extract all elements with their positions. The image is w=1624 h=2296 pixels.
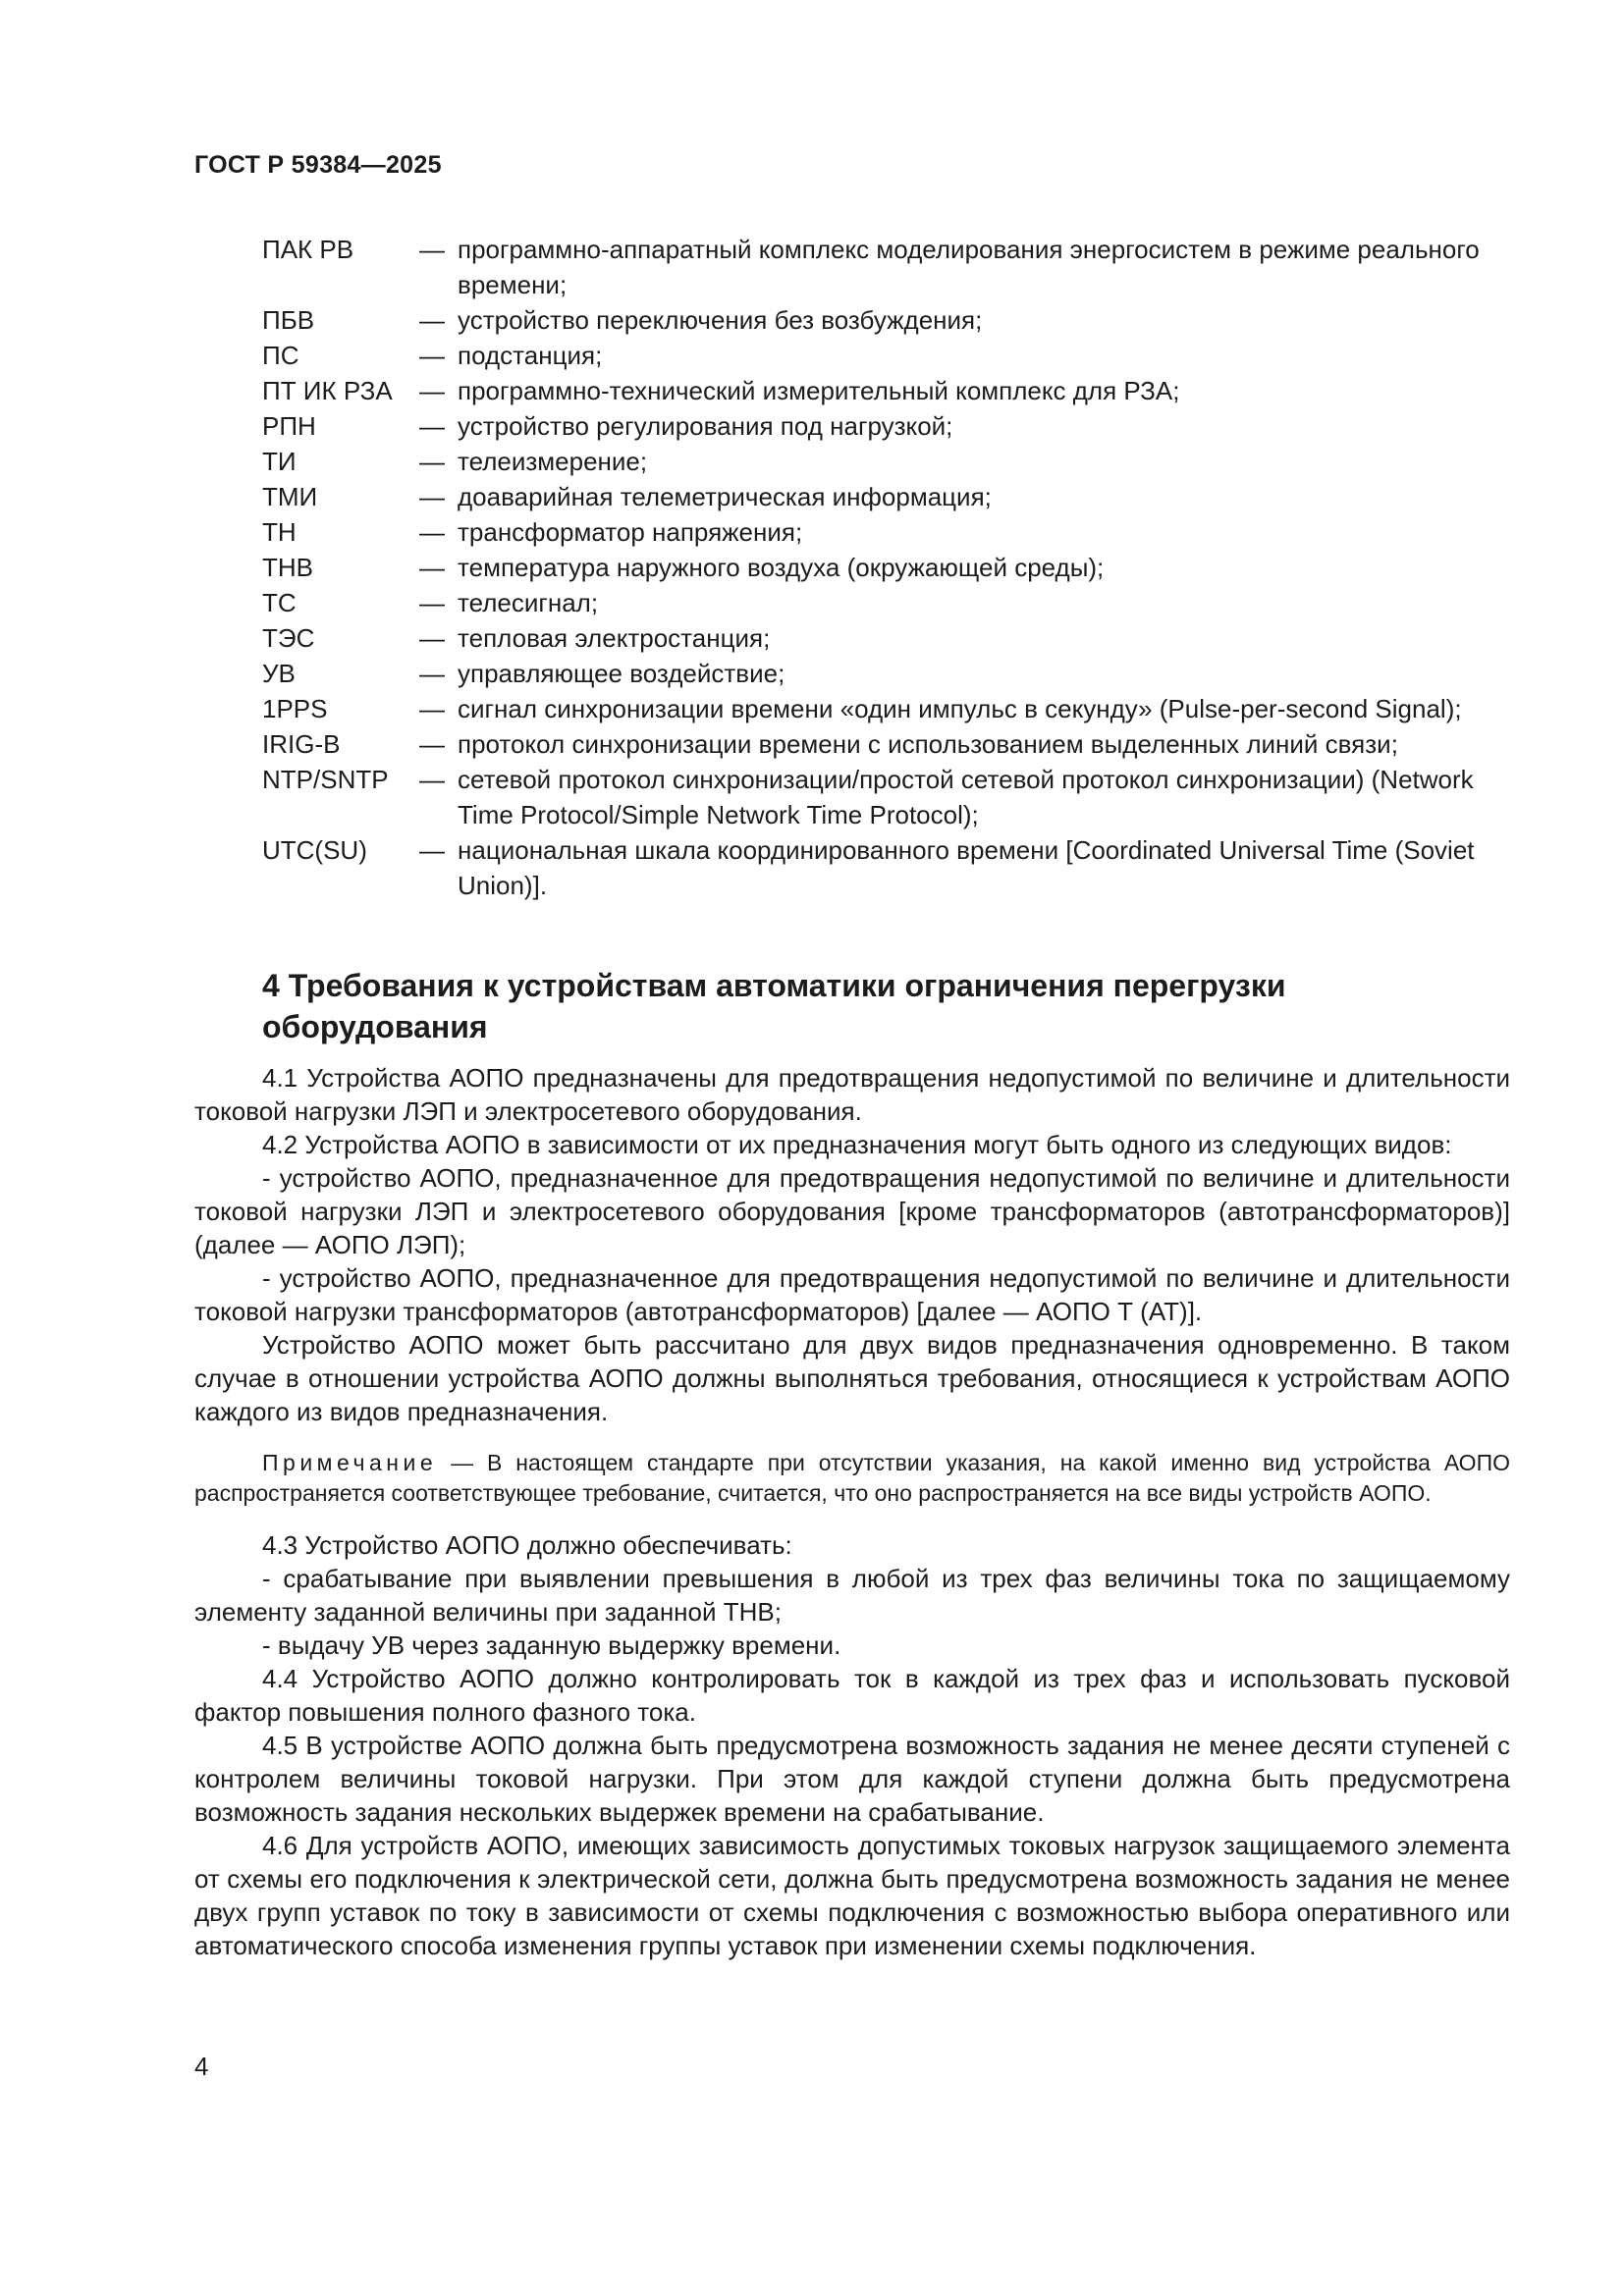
abbreviation-definition: сигнал синхронизации времени «один импульс в секунду» (Pulse-per-second Signal); — [458, 694, 1462, 723]
abbreviation-row — [262, 585, 1529, 620]
abbreviation-term: IRIG-B — [262, 729, 341, 759]
abbreviation-row — [262, 691, 1529, 726]
abbreviation-term: РПН — [262, 411, 316, 441]
abbreviation-term: 1PPS — [262, 694, 328, 723]
standard-header: ГОСТ Р 59384—2025 — [194, 151, 442, 179]
abbreviation-definition: устройство переключения без возбуждения; — [458, 305, 983, 335]
abbreviation-definition: сетевой протокол синхронизации/простой сетевой протокол синхронизации) (Network Time Protocol/Simple Network Time Protocol); — [458, 765, 1474, 829]
clause-4-4: 4.4 Устройство АОПО должно контролировать ток в каждой из трех фаз и использовать пусковой фактор повышения полного фазного тока. — [194, 1664, 1510, 1727]
abbreviation-dash: — — [419, 588, 445, 617]
clause-4-2-item-2: - устройство АОПО, предназначенное для предотвращения недопустимой по величине и длительности токовой нагрузки трансформаторов (автотрансформаторов) [далее — АОПО Т (АТ)]. — [194, 1263, 1510, 1326]
clause-4-6: 4.6 Для устройств АОПО, имеющих зависимость допустимых токовых нагрузок защищаемого элемента от схемы его подключения к электрической сети, должна быть предусмотрена возможность задания не менее двух групп уставок по току в зависимости от схемы подключения с возможностью выбора оперативного или автоматического способа изменения группы уставок при изменении схемы подключения. — [194, 1831, 1510, 1960]
abbreviation-term: ТЭС — [262, 623, 315, 653]
abbreviation-definition: программно-технический измерительный комплекс для РЗА; — [458, 376, 1180, 405]
abbreviation-term: ТН — [262, 517, 297, 547]
abbreviation-row — [262, 408, 1529, 444]
abbreviation-term: ПБВ — [262, 305, 315, 335]
clause-4-1: 4.1 Устройства АОПО предназначены для предотвращения недопустимой по величине и длительности токовой нагрузки ЛЭП и электросетевого оборудования. — [194, 1063, 1510, 1126]
page-number: 4 — [194, 2052, 209, 2081]
abbreviation-dash: — — [419, 482, 445, 511]
clause-4-3: 4.3 Устройство АОПО должно обеспечивать: — [262, 1530, 792, 1560]
abbreviation-dash: — — [419, 553, 445, 582]
abbreviation-dash: — — [419, 517, 445, 547]
clause-4-2-tail: Устройство АОПО может быть рассчитано для двух видов предназначения одновременно. В таком случае в отношении устройства АОПО должны выполняться требования, относящиеся к устройствам АОПО каждого из видов предназначения. — [194, 1330, 1510, 1426]
abbreviation-row — [262, 479, 1529, 514]
abbreviation-row — [262, 726, 1529, 762]
abbreviation-definition: протокол синхронизации времени с использованием выделенных линий связи; — [458, 729, 1398, 759]
abbreviation-term: ТНВ — [262, 553, 313, 582]
abbreviation-dash: — — [419, 694, 445, 723]
abbreviation-dash: — — [419, 835, 445, 865]
abbreviation-row — [262, 373, 1529, 408]
abbreviation-term: ПАК РВ — [262, 235, 354, 264]
abbreviation-row — [262, 232, 1529, 302]
abbreviation-row — [262, 302, 1529, 338]
abbreviation-definition: подстанция; — [458, 341, 603, 370]
clause-4-3-item-1: - срабатывание при выявлении превышения в любой из трех фаз величины тока по защищаемому элементу заданной величины при заданной ТНВ; — [194, 1564, 1510, 1627]
clause-4-2-item-1: - устройство АОПО, предназначенное для предотвращения недопустимой по величине и длительности токовой нагрузки ЛЭП и электросетевого оборудования [кроме трансформаторов (автотрансформаторов)] (далее — АОПО ЛЭП); — [194, 1163, 1510, 1259]
abbreviation-definition: национальная шкала координированного времени [Coordinated Universal Time (Soviet Union)]. — [458, 835, 1475, 900]
abbreviation-definition: программно-аппаратный комплекс моделирования энергосистем в режиме реального времени; — [458, 235, 1480, 299]
abbreviation-dash: — — [419, 623, 445, 653]
abbreviation-dash: — — [419, 447, 445, 476]
abbreviation-term: ПТ ИК РЗА — [262, 376, 393, 405]
note — [194, 1448, 1510, 1509]
abbreviation-definition: телеизмерение; — [458, 447, 648, 476]
abbreviation-row — [262, 656, 1529, 691]
abbreviation-term: ПС — [262, 341, 299, 370]
abbreviation-definition: доаварийная телеметрическая информация; — [458, 482, 992, 511]
abbreviation-dash: — — [419, 659, 445, 688]
abbreviation-dash: — — [419, 376, 445, 405]
abbreviation-term: ТС — [262, 588, 297, 617]
abbreviation-definition: устройство регулирования под нагрузкой; — [458, 411, 953, 441]
abbreviation-term: УВ — [262, 659, 296, 688]
abbreviation-dash: — — [419, 235, 445, 264]
clause-4-3-item-2: - выдачу УВ через заданную выдержку времени. — [262, 1630, 841, 1660]
abbreviation-term: ТМИ — [262, 482, 318, 511]
abbreviation-row — [262, 514, 1529, 550]
abbreviation-term: ТИ — [262, 447, 297, 476]
abbreviation-row — [262, 832, 1529, 903]
note-text: — В настоящем стандарте при отсутствии указания, на какой именно вид устройства АОПО распространяется соответствующее требование, считается, что оно распространяется на все виды устройств АОПО. — [194, 1450, 1510, 1506]
abbreviation-row — [262, 550, 1529, 585]
abbreviation-term: UTC(SU) — [262, 835, 367, 865]
abbreviation-dash: — — [419, 411, 445, 441]
abbreviation-term: NTP/SNTP — [262, 765, 389, 794]
abbreviation-definition: управляющее воздействие; — [458, 659, 785, 688]
abbreviation-row — [262, 762, 1529, 832]
abbreviation-row — [262, 620, 1529, 656]
abbreviations-list — [262, 232, 1529, 903]
abbreviation-dash: — — [419, 341, 445, 370]
section-body — [194, 1061, 1510, 1962]
abbreviation-dash: — — [419, 765, 445, 794]
note-label: Примечание — [262, 1450, 438, 1475]
abbreviation-definition: телесигнал; — [458, 588, 599, 617]
abbreviation-dash: — — [419, 729, 445, 759]
clause-4-5: 4.5 В устройстве АОПО должна быть предусмотрена возможность задания не менее десяти ступеней с контролем величины токовой нагрузки. При этом для каждой ступени должна быть предусмотрена возможность задания нескольких выдержек времени на срабатывание. — [194, 1731, 1510, 1827]
abbreviation-dash: — — [419, 305, 445, 335]
abbreviation-row — [262, 444, 1529, 479]
abbreviation-row — [262, 338, 1529, 373]
abbreviation-definition: температура наружного воздуха (окружающей среды); — [458, 553, 1105, 582]
section-heading: 4 Требования к устройствам автоматики ограничения перегрузки оборудования — [262, 968, 1286, 1044]
abbreviation-definition: трансформатор напряжения; — [458, 517, 803, 547]
abbreviation-definition: тепловая электростанция; — [458, 623, 771, 653]
clause-4-2: 4.2 Устройства АОПО в зависимости от их предназначения могут быть одного из следующих видов: — [262, 1130, 1452, 1159]
